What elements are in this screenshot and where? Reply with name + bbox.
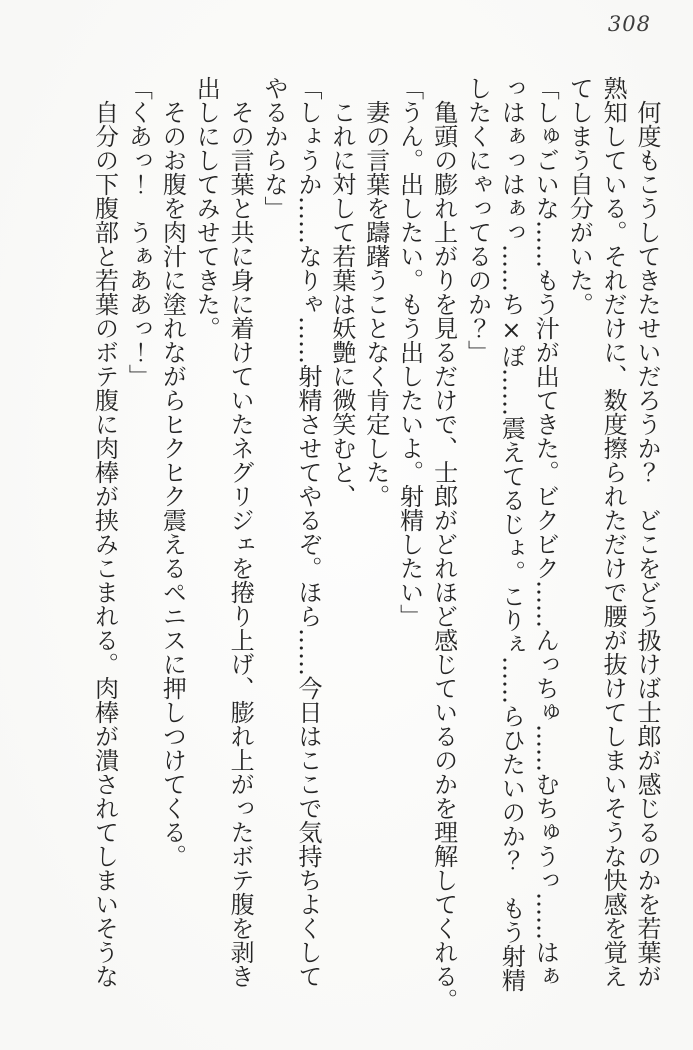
text-line: そのお腹を肉汁に塗れながらヒクヒク震えるペニスに押しつけてくる。 xyxy=(158,100,187,868)
text-line: 「しょうか……なりゃ……射精させてやるぞ。ほら……今日はここで気持ちよくして xyxy=(293,76,322,988)
text-line: やるからな」 xyxy=(260,76,289,220)
text-line: 亀頭の膨れ上がりを見るだけで、士郎がどれほど感じているのかを理解してくれる。 xyxy=(429,100,458,1012)
text-line: したくにゃってるのか？」 xyxy=(463,76,492,364)
text-line: 何度もこうしてきたせいだろうか？ どこをどう扱けば士郎が感じるのかを若葉が xyxy=(633,100,661,988)
page-text xyxy=(87,76,663,1012)
page-number: 308 xyxy=(607,12,651,36)
text-line: 「しゅごいな……もう汁が出てきた。ビクビク……んっちゅ……むちゅうっ……はぁ xyxy=(531,76,560,988)
text-line: 熟知している。それだけに、数度擦られただけで腰が抜けてしまいそうな快感を覚え xyxy=(599,76,628,988)
text-line: てしまう自分がいた。 xyxy=(565,76,594,316)
text-line: 出しにしてみせてきた。 xyxy=(192,76,221,340)
text-line: 「うん。出したい。もう出したいよ。射精したい」 xyxy=(395,76,424,628)
text-line: その言葉と共に身に着けていたネグリジェを捲り上げ、膨れ上がったボテ腹を剥き xyxy=(226,100,255,988)
text-line: これに対して若葉は妖艶に微笑むと、 xyxy=(327,100,356,508)
text-line: 「くあっ！ うぁああっ！」 xyxy=(124,76,153,388)
text-line: っはぁっはぁっ……ち×ぽ……震えてるじょ。こりぇ……らひたいのか？ もう射精 xyxy=(497,76,526,992)
text-line: 自分の下腹部と若葉のボテ腹に肉棒が挟みこまれる。肉棒が潰されてしまいそうな xyxy=(90,100,119,988)
text-line: 妻の言葉を躊躇うことなく肯定した。 xyxy=(361,100,390,508)
